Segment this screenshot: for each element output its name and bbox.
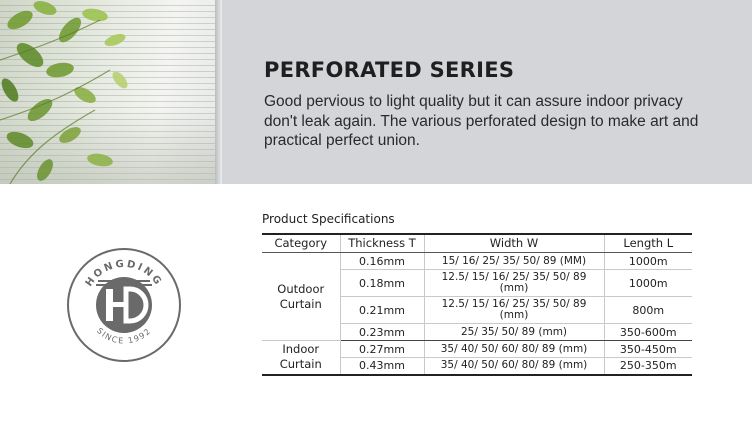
hongding-logo <box>66 247 182 363</box>
window-blinds-photo <box>0 0 222 184</box>
plant-leaves-graphic <box>0 0 222 184</box>
width-cell: 15/ 16/ 25/ 35/ 50/ 89 (MM) <box>424 253 604 270</box>
header-thickness: Thickness T <box>340 234 424 253</box>
category-outdoor-label: Outdoor Curtain <box>277 281 325 311</box>
thickness-cell: 0.18mm <box>340 270 424 297</box>
specs-caption: Product Specifications <box>262 212 395 226</box>
table-row <box>262 253 692 270</box>
thickness-cell: 0.23mm <box>340 324 424 341</box>
width-cell: 35/ 40/ 50/ 60/ 80/ 89 (mm) <box>424 341 604 358</box>
category-indoor-label: Indoor Curtain <box>279 342 322 372</box>
thickness-cell: 0.43mm <box>340 358 424 375</box>
logo-brand-text: HONGDING <box>83 258 165 289</box>
series-description: Good pervious to light quality but it can assure indoor privacy don't leak again. The various perforated design to make art and practical perfect union. <box>264 93 699 149</box>
thickness-cell: 0.27mm <box>340 341 424 358</box>
width-cell: 35/ 40/ 50/ 60/ 80/ 89 (mm) <box>424 358 604 375</box>
length-cell: 1000m <box>604 270 692 297</box>
width-cell: 25/ 35/ 50/ 89 (mm) <box>424 324 604 341</box>
header-category: Category <box>262 234 340 253</box>
page-title: PERFORATED SERIES <box>264 58 515 82</box>
hero-banner <box>0 0 752 184</box>
length-cell: 250-350m <box>604 358 692 375</box>
category-indoor <box>262 341 340 375</box>
length-cell: 350-600m <box>604 324 692 341</box>
hongding-logo-mark <box>66 247 182 363</box>
thickness-cell: 0.21mm <box>340 297 424 324</box>
logo-tagline-text: SINCE 1992 <box>94 326 154 346</box>
header-width: Width W <box>424 234 604 253</box>
width-cell: 12.5/ 15/ 16/ 25/ 35/ 50/ 89 (mm) <box>424 297 604 324</box>
thickness-cell: 0.16mm <box>340 253 424 270</box>
table-row <box>262 341 692 358</box>
length-cell: 1000m <box>604 253 692 270</box>
specs-table <box>262 233 692 376</box>
width-cell: 12.5/ 15/ 16/ 25/ 35/ 50/ 89 (mm) <box>424 270 604 297</box>
length-cell: 350-450m <box>604 341 692 358</box>
specs-header-row <box>262 234 692 253</box>
length-cell: 800m <box>604 297 692 324</box>
category-outdoor <box>262 253 340 341</box>
header-length: Length L <box>604 234 692 253</box>
